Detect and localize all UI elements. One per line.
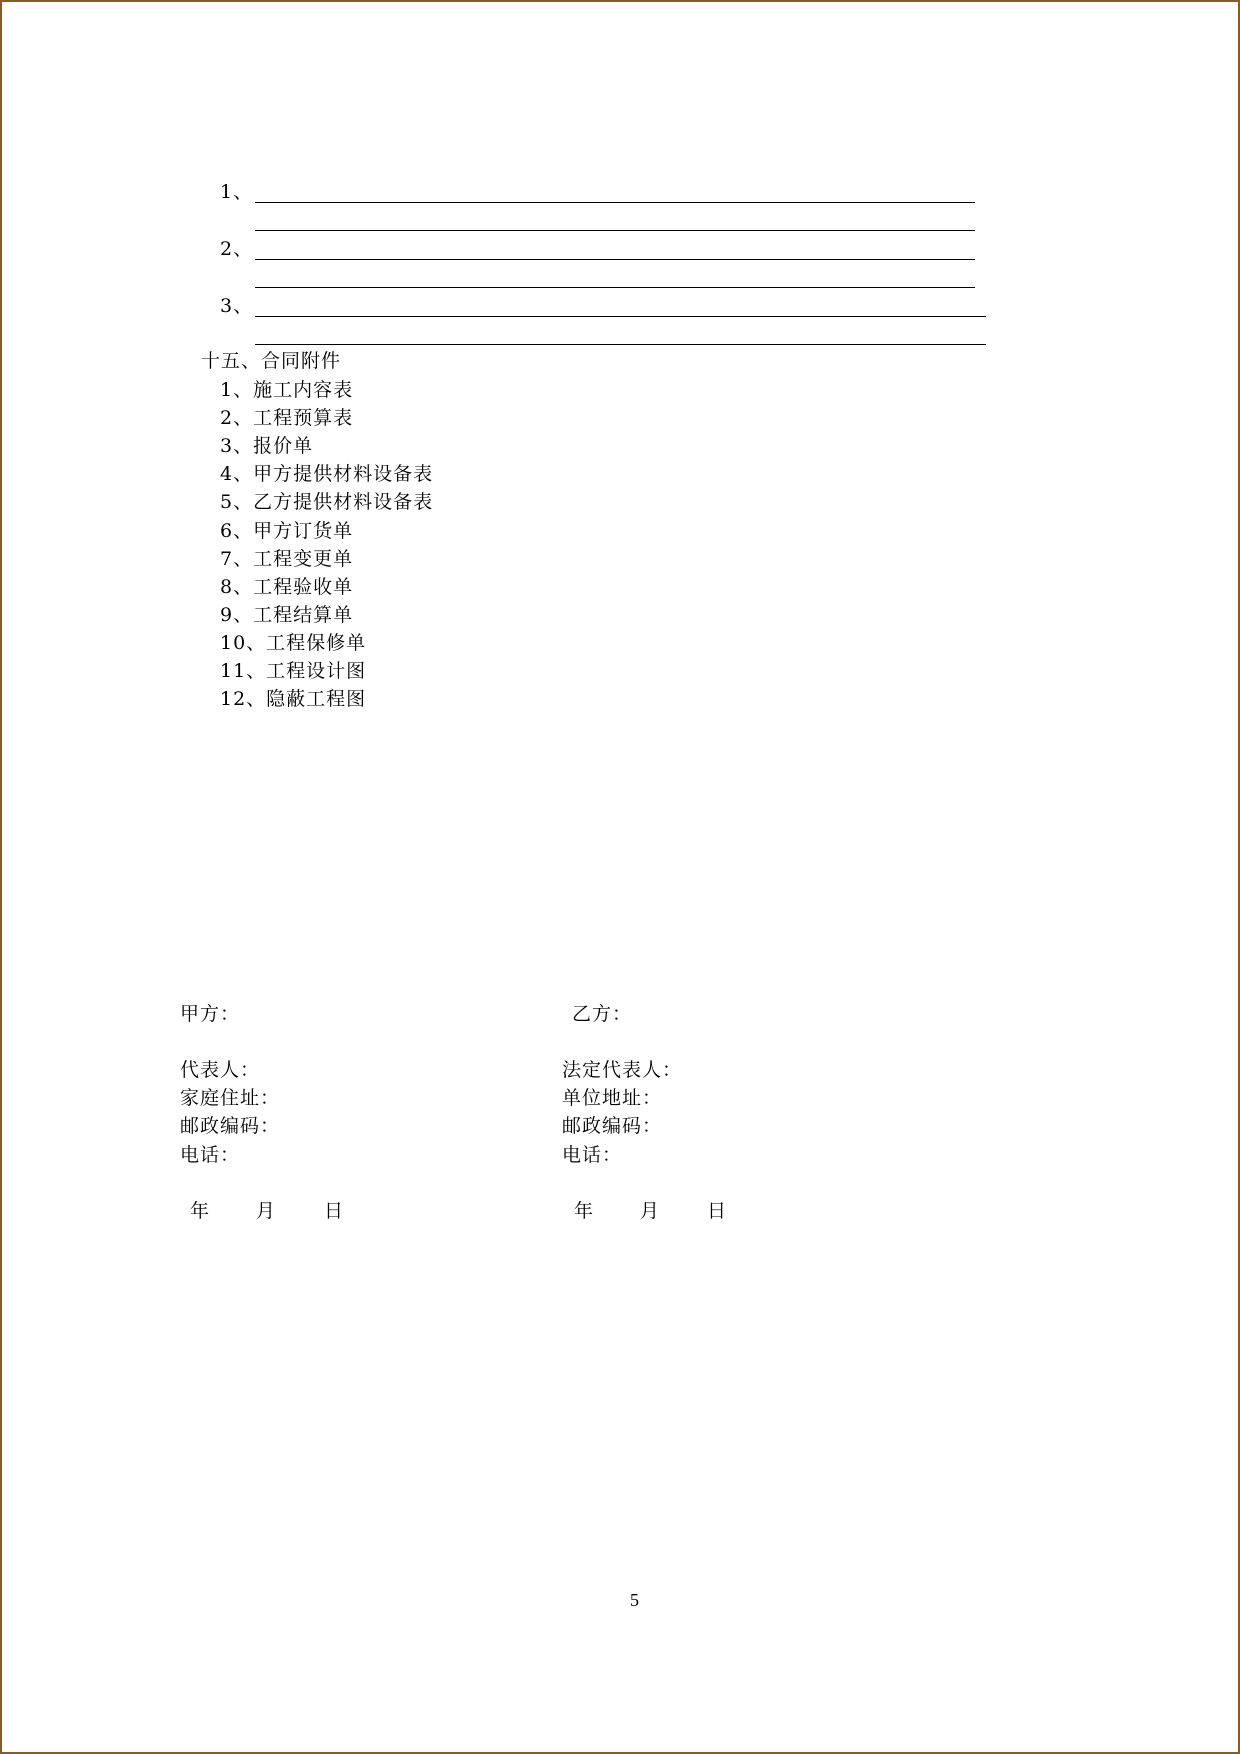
party-a-day: 日 [324,1200,345,1222]
blank-line [255,316,986,317]
party-a-month: 月 [256,1200,277,1222]
party-b-phone: 电话： [562,1144,623,1166]
page-number: 5 [630,1590,640,1610]
attachment-item: 1、施工内容表 [220,379,354,401]
attachment-item: 6、甲方订货单 [220,519,354,542]
blank-line [255,202,975,203]
attachment-item: 12、隐蔽工程图 [220,688,367,711]
party-a-title: 甲方： [180,1003,241,1025]
blank-line [255,287,975,288]
attachment-item: 3、报价单 [220,435,314,458]
attachment-item: 10、工程保修单 [220,631,367,654]
party-a-rep: 代表人： [180,1059,261,1081]
blank-line [255,230,975,231]
blank-item-1-label: 1、 [220,181,254,203]
party-b-address: 单位地址： [562,1087,663,1109]
attachment-item: 4、甲方提供材料设备表 [220,463,434,486]
attachment-item: 7、工程变更单 [220,547,354,570]
party-b-postcode: 邮政编码： [562,1115,663,1137]
party-b-year: 年 [574,1200,595,1222]
attachment-item: 5、乙方提供材料设备表 [220,491,434,514]
party-b-day: 日 [707,1200,728,1222]
attachment-item: 2、工程预算表 [220,407,354,430]
party-a-phone: 电话： [180,1144,241,1166]
party-b-rep: 法定代表人： [562,1059,683,1081]
blank-item-3-label: 3、 [220,295,254,317]
attachment-item: 8、工程验收单 [220,575,354,598]
party-a-address: 家庭住址： [180,1087,281,1109]
blank-line [255,344,986,345]
section-heading: 十五、合同附件 [201,350,342,372]
party-a-year: 年 [190,1200,211,1222]
attachment-item: 11、工程设计图 [220,660,367,682]
party-b-month: 月 [640,1200,661,1222]
blank-line [255,259,975,260]
party-b-title: 乙方： [572,1003,633,1025]
party-a-postcode: 邮政编码： [180,1115,281,1137]
blank-item-2-label: 2、 [220,238,254,260]
attachment-item: 9、工程结算单 [220,603,354,626]
